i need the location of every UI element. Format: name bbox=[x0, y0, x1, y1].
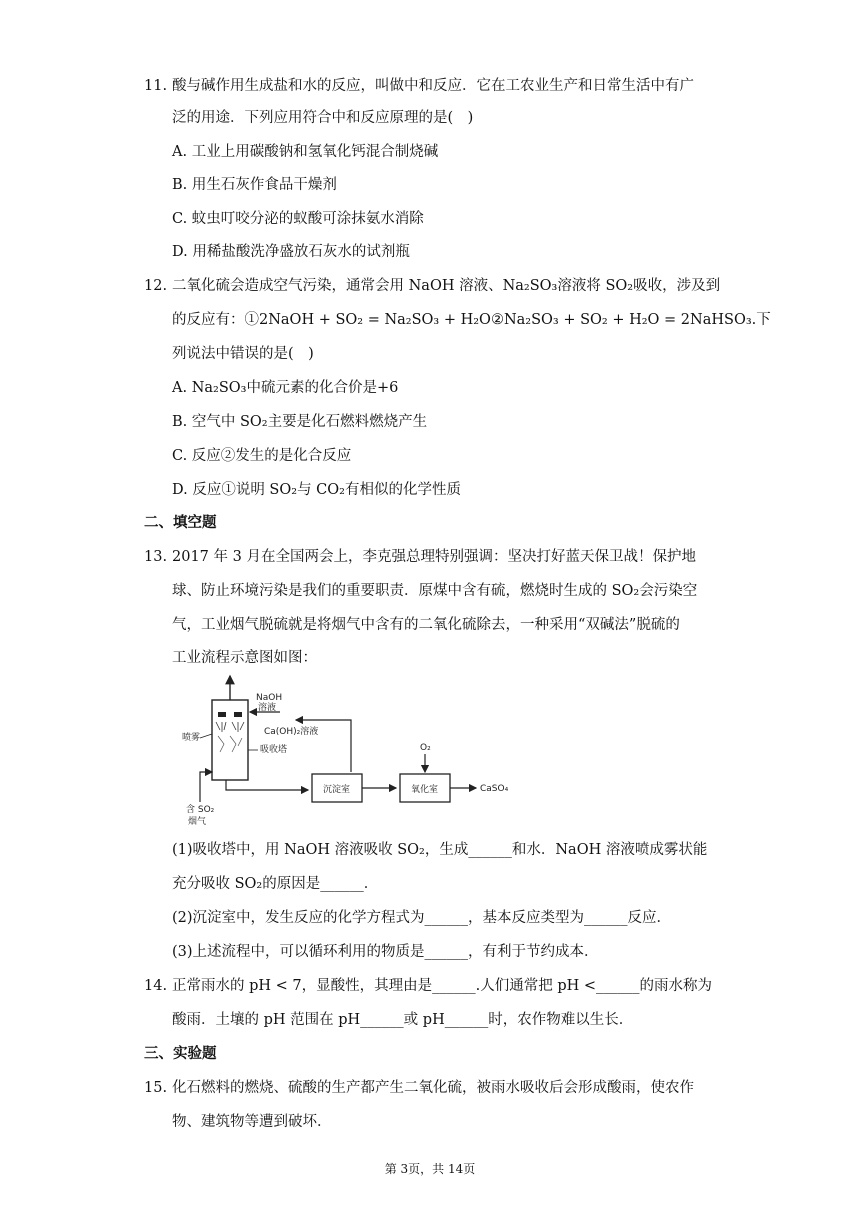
q11-number: 11. bbox=[144, 78, 168, 94]
naoh-solution-label: 溶液 bbox=[258, 703, 277, 713]
spray-nozzles bbox=[216, 712, 244, 752]
naoh-label: NaOH bbox=[256, 693, 283, 703]
q14-stem-line1: 正常雨水的 pH < 7，显酸性，其理由是______.人们通常把 pH <______的雨水称为 bbox=[172, 978, 713, 994]
q11-option-d: D. 用稀盐酸洗净盛放石灰水的试剂瓶 bbox=[172, 244, 410, 260]
q13-stem-line2: 球、防止环境污染是我们的重要职责．原煤中含有硫，燃烧时生成的 SO₂会污染空 bbox=[172, 583, 698, 599]
oxidation-room-label: 氧化室 bbox=[411, 785, 439, 795]
q13-stem-line1: 2017 年 3 月在全国两会上，李克强总理特别强调：坚决打好蓝天保卫战！保护地 bbox=[172, 549, 696, 565]
q15-stem-line2: 物、建筑物等遭到破坏． bbox=[172, 1114, 332, 1130]
q13-part1-line1: (1)吸收塔中，用 NaOH 溶液吸收 SO₂，生成______和水．NaOH 溶液喷成雾状能 bbox=[172, 842, 708, 858]
q14-stem-line2: 酸雨．土壤的 pH 范围在 pH______或 pH______时，农作物难以生长． bbox=[172, 1012, 634, 1028]
q14-number: 14. bbox=[144, 978, 168, 994]
q12-stem-line3: 列说法中错误的是( ) bbox=[172, 346, 314, 362]
q12-number: 12. bbox=[144, 278, 168, 294]
q13-stem-line4: 工业流程示意图如图： bbox=[172, 650, 317, 666]
q11-option-c: C. 蚊虫叮咬分泌的蚁酸可涂抹氨水消除 bbox=[172, 211, 424, 227]
q12-stem-line1: 二氧化硫会造成空气污染，通常会用 NaOH 溶液、Na₂SO₃溶液将 SO₂吸收，涉及到 bbox=[172, 278, 721, 294]
section-fill-in-title: 二、填空题 bbox=[144, 515, 217, 531]
desulfurization-flow-diagram bbox=[160, 672, 540, 830]
oxygen-label: O₂ bbox=[420, 743, 431, 753]
flue-gas-label-2: 烟气 bbox=[188, 817, 207, 827]
tower-label: 吸收塔 bbox=[260, 745, 288, 755]
flue-gas-inlet-arrow bbox=[200, 772, 212, 802]
q13-part3: (3)上述流程中，可以循环利用的物质是______，有利于节约成本． bbox=[172, 944, 599, 960]
q12-option-c: C. 反应②发生的是化合反应 bbox=[172, 448, 352, 464]
section-experiment-title: 三、实验题 bbox=[144, 1046, 217, 1062]
q12-option-d: D. 反应①说明 SO₂与 CO₂有相似的化学性质 bbox=[172, 482, 461, 498]
q11-stem-line2: 泛的用途．下列应用符合中和反应原理的是( ) bbox=[172, 110, 474, 126]
q11-option-a: A. 工业上用碳酸钠和氢氧化钙混合制烧碱 bbox=[172, 144, 439, 160]
caoh2-label: Ca(OH)₂溶液 bbox=[264, 727, 319, 737]
absorption-tower bbox=[212, 700, 248, 780]
settling-room-label: 沉淀室 bbox=[323, 785, 351, 795]
q13-stem-line3: 气，工业烟气脱硫就是将烟气中含有的二氧化硫除去，一种采用“双碱法”脱硫的 bbox=[172, 617, 680, 633]
q12-stem-line2: 的反应有：①2NaOH + SO₂ = Na₂SO₃ + H₂O②Na₂SO₃ + SO₂ + H₂O = 2NaHSO₃.下 bbox=[172, 312, 771, 328]
sprayer-label: 喷雾 bbox=[182, 733, 201, 743]
q12-option-b: B. 空气中 SO₂主要是化石燃料燃烧产生 bbox=[172, 414, 428, 430]
page-footer: 第 3页，共 14页 bbox=[384, 1162, 476, 1176]
q11-option-b: B. 用生石灰作食品干燥剂 bbox=[172, 177, 337, 193]
caso4-label: CaSO₄ bbox=[480, 784, 509, 794]
q15-number: 15. bbox=[144, 1080, 168, 1096]
q13-part1-line2: 充分吸收 SO₂的原因是______． bbox=[172, 876, 379, 892]
q13-part2: (2)沉淀室中，发生反应的化学方程式为______，基本反应类型为______反应． bbox=[172, 910, 672, 926]
flue-gas-label: 含 SO₂ bbox=[186, 805, 215, 815]
q11-stem-line1: 酸与碱作用生成盐和水的反应，叫做中和反应．它在工农业生产和日常生活中有广 bbox=[172, 78, 694, 94]
q13-number: 13. bbox=[144, 549, 168, 565]
q12-option-a: A. Na₂SO₃中硫元素的化合价是+6 bbox=[172, 380, 399, 396]
q15-stem-line1: 化石燃料的燃烧、硫酸的生产都产生二氧化硫，被雨水吸收后会形成酸雨，使农作 bbox=[172, 1080, 694, 1096]
tower-to-settling-arrow bbox=[226, 780, 308, 790]
